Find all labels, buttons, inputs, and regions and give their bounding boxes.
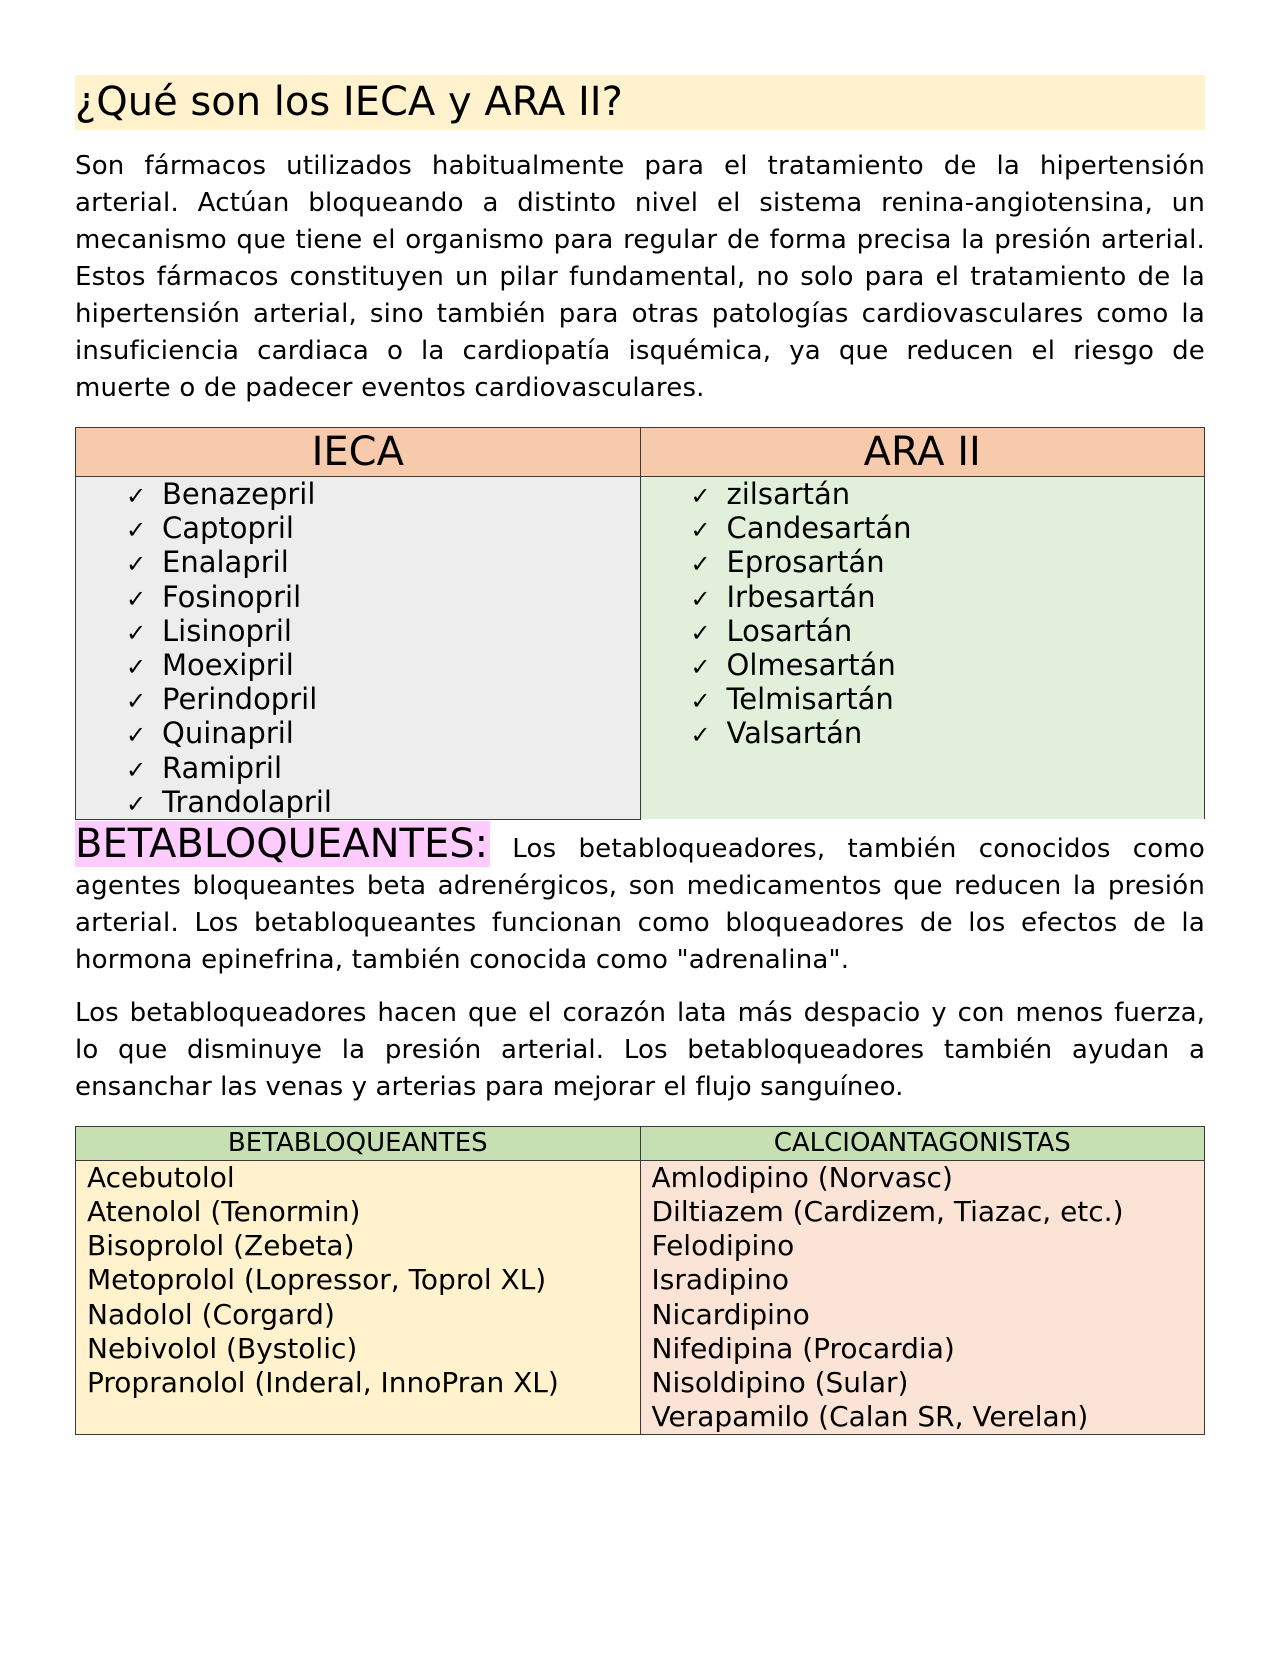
- beta-calcio-table: [75, 1126, 1205, 1436]
- calcioantagonistas-list: [641, 1161, 1205, 1435]
- calcioantagonista-item: Nicardipino: [651, 1297, 810, 1331]
- ieca-item: [126, 545, 640, 579]
- ieca-label: Moexipril: [162, 647, 294, 682]
- ieca-item: [126, 716, 640, 750]
- calcioantagonista-item: Nisoldipino (Sular): [651, 1366, 909, 1399]
- calcioantagonista-item: Amlodipino (Norvasc): [651, 1160, 953, 1194]
- betabloqueantes-paragraph: [75, 822, 1205, 979]
- ieca-label: Enalapril: [162, 545, 289, 580]
- ieca-item: [126, 511, 640, 545]
- table-row: [76, 477, 1205, 820]
- calcioantagonista-item: Felodipino: [651, 1229, 795, 1263]
- ieca-ara-table: [75, 427, 1205, 820]
- ieca-label: Benazepril: [162, 477, 316, 511]
- ara2-item: [691, 614, 1205, 648]
- table-header-row: [76, 428, 1205, 477]
- checkmark-icon: ✓: [690, 482, 711, 510]
- ara2-cell: [640, 477, 1205, 820]
- ara2-label: Olmesartán: [726, 647, 896, 682]
- checkmark-icon: ✓: [690, 550, 711, 579]
- ieca-label: Ramipril: [162, 750, 283, 785]
- calcioantagonistas-header: CALCIOANTAGONISTAS: [640, 1126, 1205, 1160]
- betabloqueantes-paragraph-2: Los betabloqueadores hacen que el corazón lata más despacio y con menos fuerza, lo que disminuye la presión arterial. Los betabloqueadores también ayudan a ensanchar las venas y arterias para mejorar el flujo sanguíneo.: [75, 997, 1205, 1102]
- checkmark-icon: ✓: [690, 721, 711, 750]
- betabloqueantes-list: [76, 1161, 640, 1400]
- ara2-item: [691, 477, 1205, 511]
- table-row: [76, 1160, 1205, 1435]
- checkmark-icon: ✓: [126, 789, 147, 818]
- calcioantagonista-item: Nifedipina (Procardia): [651, 1331, 955, 1365]
- ieca-item: [126, 477, 640, 511]
- checkmark-icon: ✓: [126, 482, 147, 510]
- ieca-cell: [76, 477, 641, 820]
- ara2-item: [691, 545, 1205, 579]
- ara2-label: Eprosartán: [726, 545, 885, 580]
- ara2-item: [691, 682, 1205, 716]
- ara2-label: zilsartán: [726, 477, 851, 511]
- ara2-item: [691, 648, 1205, 682]
- ara2-header: ARA II: [640, 428, 1205, 477]
- ieca-item: [126, 614, 640, 648]
- ara2-label: Losartán: [726, 613, 853, 648]
- page-title: ¿Qué son los IECA y ARA II?: [75, 75, 1205, 130]
- checkmark-icon: ✓: [690, 516, 711, 545]
- ieca-label: Lisinopril: [162, 613, 292, 648]
- betabloqueantes-text: Los betabloqueadores, también conocidos como agentes bloqueantes beta adrenérgicos, son medicamentos que reducen la presión arterial. Los betabloqueantes funcionan como bloqueadores de los efectos de la hormona epinefrina, también conocida como "adrenalina".: [75, 833, 1205, 975]
- ara2-item: [691, 580, 1205, 614]
- ara2-label: Irbesartán: [726, 579, 876, 614]
- checkmark-icon: ✓: [690, 584, 711, 613]
- ieca-item: [126, 751, 640, 785]
- ieca-label: Perindopril: [162, 682, 318, 717]
- ara2-item: [691, 716, 1205, 750]
- document-page: [75, 75, 1205, 1435]
- betabloqueantes-cell: [76, 1160, 641, 1435]
- betabloqueante-item: Metoprolol (Lopressor, Toprol XL): [87, 1263, 547, 1297]
- checkmark-icon: ✓: [126, 721, 147, 750]
- checkmark-icon: ✓: [690, 618, 711, 647]
- betabloqueante-item: Acebutolol: [87, 1160, 235, 1194]
- ieca-item: [126, 580, 640, 614]
- checkmark-icon: ✓: [126, 652, 147, 681]
- checkmark-icon: ✓: [126, 755, 147, 784]
- ieca-item: [126, 648, 640, 682]
- checkmark-icon: ✓: [126, 618, 147, 647]
- betabloqueante-item: Atenolol (Tenormin): [87, 1195, 361, 1229]
- ieca-item: [126, 682, 640, 716]
- checkmark-icon: ✓: [690, 652, 711, 681]
- checkmark-icon: ✓: [126, 550, 147, 579]
- ieca-label: Captopril: [162, 511, 294, 546]
- ara2-label: Valsartán: [726, 716, 863, 751]
- betabloqueantes-header: BETABLOQUEANTES: [76, 1126, 641, 1160]
- calcioantagonista-item: Isradipino: [651, 1263, 789, 1297]
- betabloqueante-item: Propranolol (Inderal, InnoPran XL): [87, 1366, 559, 1399]
- calcioantagonista-item: Diltiazem (Cardizem, Tiazac, etc.): [651, 1195, 1124, 1229]
- ara2-item: [691, 511, 1205, 545]
- ieca-label: Quinapril: [162, 716, 294, 751]
- ara2-label: Candesartán: [726, 511, 912, 546]
- ieca-list: [76, 477, 640, 819]
- ara2-label: Telmisartán: [726, 682, 894, 717]
- ieca-label: Trandolapril: [162, 784, 332, 819]
- calcioantagonistas-cell: [640, 1160, 1205, 1435]
- calcioantagonista-item: Verapamilo (Calan SR, Verelan): [651, 1400, 1089, 1434]
- table-header-row: [76, 1126, 1205, 1160]
- checkmark-icon: ✓: [126, 516, 147, 545]
- ieca-item: [126, 785, 640, 819]
- ieca-header: IECA: [76, 428, 641, 477]
- intro-paragraph: Son fármacos utilizados habitualmente para el tratamiento de la hipertensión arterial. Actúan bloqueando a distinto nivel el sistema renina-angiotensina, un mecanismo que tiene el organismo para regular de forma precisa la presión arterial. Estos fármacos constituyen un pilar fundamental, no solo para el tratamiento de la hipertensión arterial, sino también para otras patologías cardiovasculares como la insuficiencia cardiaca o la cardiopatía isquémica, ya que reducen el riesgo de muerte o de padecer eventos cardiovasculares.: [75, 151, 1205, 403]
- checkmark-icon: ✓: [126, 687, 147, 716]
- ieca-label: Fosinopril: [162, 579, 302, 614]
- betabloqueante-item: Bisoprolol (Zebeta): [87, 1229, 355, 1263]
- checkmark-icon: ✓: [126, 584, 147, 613]
- checkmark-icon: ✓: [690, 687, 711, 716]
- ara2-list: [641, 477, 1205, 751]
- betabloqueante-item: Nadolol (Corgard): [87, 1297, 335, 1331]
- betabloqueante-item: Nebivolol (Bystolic): [87, 1331, 358, 1365]
- betabloqueantes-heading: BETABLOQUEANTES:: [75, 820, 489, 867]
